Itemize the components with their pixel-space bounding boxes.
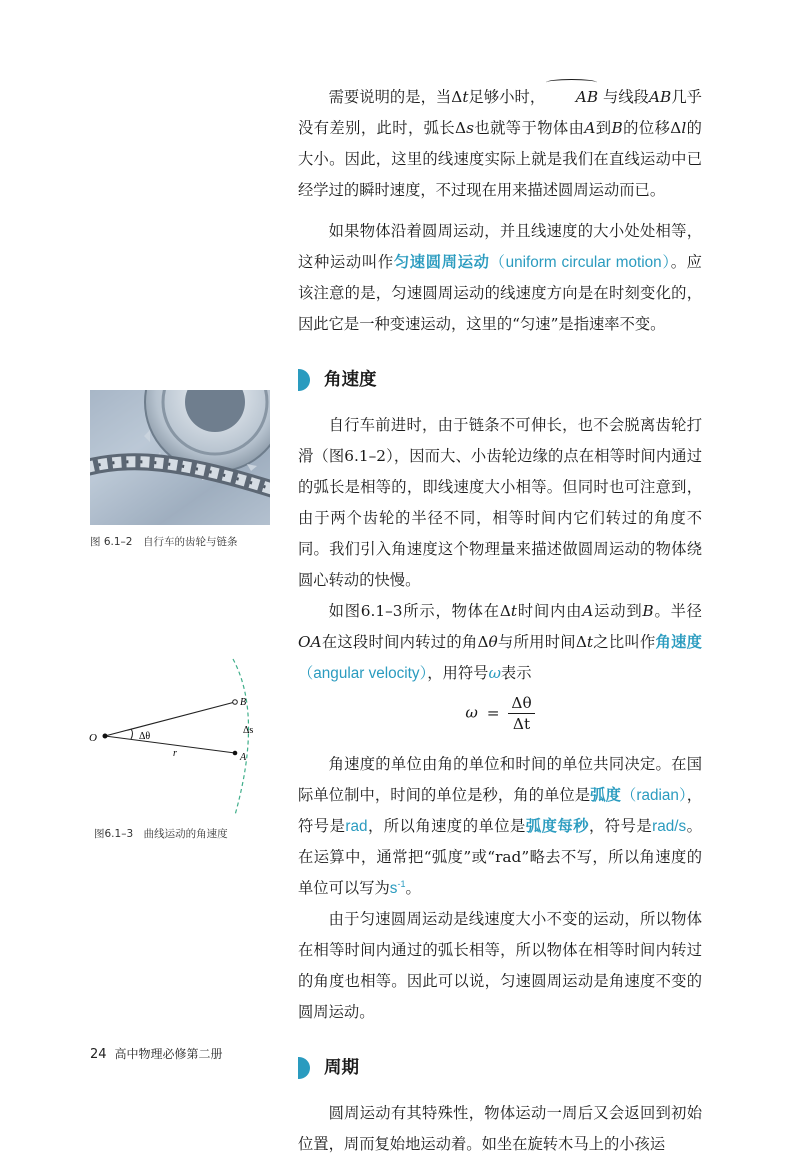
- keyword-angular-velocity: 角速度: [655, 633, 702, 651]
- circular-path-arc: [233, 659, 249, 815]
- gear-chain-illustration: [90, 390, 270, 525]
- label-r: r: [173, 748, 177, 759]
- radius-oa: [105, 736, 235, 753]
- figure-angular-velocity-diagram: [85, 655, 265, 820]
- label-a: A: [240, 752, 247, 763]
- section-heading-angular-velocity: [298, 362, 702, 398]
- angle-arc: [131, 729, 133, 739]
- figure-2-caption: 图6.1–3 曲线运动的角速度: [94, 828, 228, 840]
- arc-ab: AB: [545, 82, 598, 113]
- label-delta-s: Δs: [243, 725, 254, 736]
- label-o: O: [89, 732, 97, 744]
- section-heading-period: [298, 1050, 702, 1086]
- point-o: [103, 734, 108, 739]
- heading-marker: [298, 1057, 310, 1079]
- paragraph-7: 圆周运动有其特殊性，物体运动一周后又会返回到初始位置，周而复始地运动着。如坐在旋转木马上的小孩运: [298, 1104, 702, 1153]
- figure-bicycle-gear-photo: [90, 390, 270, 525]
- heading-text: 角速度: [324, 370, 377, 390]
- paragraph-4: 如图6.1–3所示，物体在Δt时间内由A运动到B。半径OA在这段时间内转过的角Δθ与所用时间Δt之比叫作角速度（angular velocity），用符号ω表示: [298, 602, 702, 682]
- point-a: [233, 751, 238, 756]
- keyword-radian: 弧度: [590, 786, 621, 804]
- formula-angular-velocity: ω = $\frac{\Delta\theta}{\Delta t}$: [298, 693, 702, 745]
- paragraph-3: 自行车前进时，由于链条不可伸长，也不会脱离齿轮打滑（图6.1–2），因而大、小齿轮边缘的点在相等时间内通过的弧长是相等的，即线速度大小相等。但同时也可注意到，由于两个齿轮的半径不同，相等时间内它们转过的角度不同。我们引入角速度这个物理量来描述做圆周运动的物体绕圆心转动的快慢。: [298, 416, 702, 589]
- figure-1-caption: 图 6.1–2 自行车的齿轮与链条: [90, 536, 238, 548]
- label-b: B: [240, 697, 247, 708]
- fraction: $\frac{\Delta\theta}{\Delta t}$: [508, 693, 534, 734]
- page-footer: [90, 1045, 223, 1062]
- keyword-radian-per-second: 弧度每秒: [525, 817, 589, 835]
- page-number: 24: [90, 1047, 107, 1062]
- heading-text: 周期: [324, 1058, 359, 1078]
- heading-marker: [298, 369, 310, 391]
- keyword-uniform-circular-motion: 匀速圆周运动: [393, 253, 490, 271]
- paragraph-2: 如果物体沿着圆周运动，并且线速度的大小处处相等，这种运动叫作匀速圆周运动（uniform circular motion）。应该注意的是，匀速圆周运动的线速度方向是在时刻变化的，因此它是一种变速运动，这里的“匀速”是指速率不变。: [298, 222, 702, 333]
- paragraph-6: 由于匀速圆周运动是线速度大小不变的运动，所以物体在相等时间内通过的弧长相等，所以物体在相等时间内转过的角度也相等。因此可以说，匀速圆周运动是角速度不变的圆周运动。: [298, 910, 702, 1021]
- paragraph-1: 需要说明的是，当Δt足够小时， AB 与线段AB几乎没有差别，此时，弧长Δs也就等于物体由A到B的位移Δl的大小。因此，这里的线速度实际上就是我们在直线运动中已经学过的瞬时速度，不过现在用来描述圆周运动而已。: [298, 82, 702, 206]
- radius-ob: [105, 702, 235, 736]
- point-b: [233, 700, 238, 705]
- book-title: 高中物理必修第二册: [114, 1047, 223, 1061]
- main-text-column: [298, 82, 702, 1160]
- arc-mark: [546, 79, 597, 86]
- label-delta-theta: Δθ: [139, 731, 151, 742]
- paragraph-5: 角速度的单位由角的单位和时间的单位共同决定。在国际单位制中，时间的单位是秒，角的单位是弧度（radian），符号是rad，所以角速度的单位是弧度每秒，符号是rad/s。在运算中，通常把“弧度”或“rad”略去不写，所以角速度的单位可以写为$s^{-1}$。: [298, 755, 702, 897]
